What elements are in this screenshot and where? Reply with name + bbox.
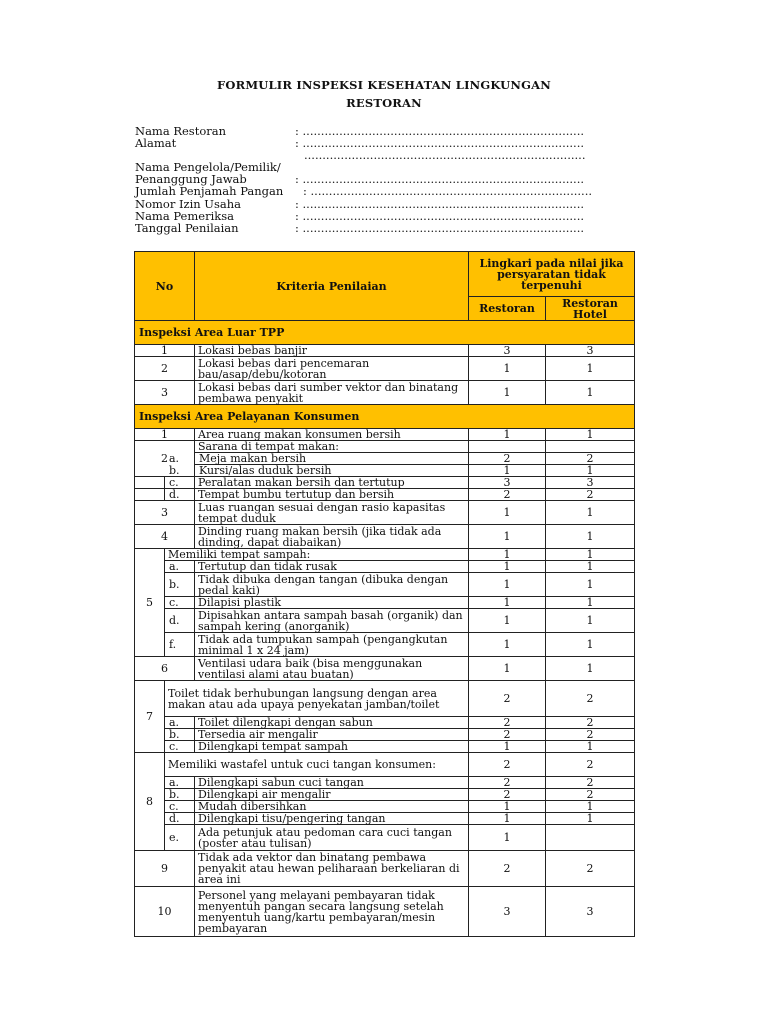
table-row: c. Dilengkapi tempat sampah 1 1 — [135, 741, 635, 753]
header-restoran-hotel: Restoran Hotel — [546, 297, 635, 321]
table-row: 10 Personel yang melayani pembayaran tidak menyentuh pangan secara langsung setelah menyentuh uang/kartu pembayaran/mesin pembayaran 3 3 — [135, 887, 635, 937]
section-row: Inspeksi Area Luar TPP — [135, 321, 635, 345]
table-row: c. Dilapisi plastik 1 1 — [135, 597, 635, 609]
table-row: b. Tersedia air mengalir 2 2 — [135, 729, 635, 741]
header-lingkari: Lingkari pada nilai jika persyaratan tidak terpenuhi — [469, 252, 635, 297]
header-kriteria: Kriteria Penilaian — [195, 252, 469, 321]
table-row: 8 Memiliki wastafel untuk cuci tangan konsumen: 2 2 — [135, 753, 635, 777]
table-row: 3 Lokasi bebas dari sumber vektor dan binatang pembawa penyakit 1 1 — [135, 381, 635, 405]
table-row: 7 Toilet tidak berhubungan langsung dengan area makan atau ada upaya penyekatan jamban/toilet 2 2 — [135, 681, 635, 717]
table-row: d. Tempat bumbu tertutup dan bersih 2 2 — [135, 489, 635, 501]
table-header-row — [135, 252, 635, 297]
table-row: 1 Area ruang makan konsumen bersih 1 1 — [135, 429, 635, 441]
inspection-table — [134, 251, 635, 937]
table-row: a. Dilengkapi sabun cuci tangan 2 2 — [135, 777, 635, 789]
table-row: 4 Dinding ruang makan bersih (jika tidak ada dinding, dapat diabaikan) 1 1 — [135, 525, 635, 549]
table-row: a. Toilet dilengkapi dengan sabun 2 2 — [135, 717, 635, 729]
table-row: b. Dilengkapi air mengalir 2 2 — [135, 789, 635, 801]
table-row: 1 Lokasi bebas banjir 3 3 — [135, 345, 635, 357]
header-no: No — [135, 252, 195, 321]
table-row: d. Dilengkapi tisu/pengering tangan 1 1 — [135, 813, 635, 825]
table-row: 5 Memiliki tempat sampah: 1 1 — [135, 549, 635, 561]
table-row: a. Meja makan bersih 2 2 — [135, 453, 635, 465]
table-row: d. Dipisahkan antara sampah basah (organik) dan sampah kering (anorganik) 1 1 — [135, 609, 635, 633]
table-row: b. Kursi/alas duduk bersih 1 1 — [135, 465, 635, 477]
table-row: c. Peralatan makan bersih dan tertutup 3 3 — [135, 477, 635, 489]
form-subtitle: RESTORAN — [346, 96, 422, 110]
table-row: b. Tidak dibuka dengan tangan (dibuka dengan pedal kaki) 1 1 — [135, 573, 635, 597]
table-row: 3 Luas ruangan sesuai dengan rasio kapasitas tempat duduk 1 1 — [135, 501, 635, 525]
table-row: a. Tertutup dan tidak rusak 1 1 — [135, 561, 635, 573]
table-row: c. Mudah dibersihkan 1 1 — [135, 801, 635, 813]
table-row: 9 Tidak ada vektor dan binatang pembawa penyakit atau hewan peliharaan berkeliaran di area ini 2 2 — [135, 851, 635, 887]
sub-item-letter: a. — [169, 452, 180, 465]
table-row: 6 Ventilasi udara baik (bisa menggunakan ventilasi alami atau buatan) 1 1 — [135, 657, 635, 681]
section-row: Inspeksi Area Pelayanan Konsumen — [135, 405, 635, 429]
table-row: 2 Sarana di tempat makan: — [135, 441, 635, 453]
header-restoran: Restoran — [469, 297, 546, 321]
form-title: FORMULIR INSPEKSI KESEHATAN LINGKUNGAN — [217, 78, 551, 92]
table-row: f. Tidak ada tumpukan sampah (pengangkutan minimal 1 x 24 jam) 1 1 — [135, 633, 635, 657]
table-row: 2 Lokasi bebas dari pencemaran bau/asap/debu/kotoran 1 1 — [135, 357, 635, 381]
sub-item-letter: b. — [169, 464, 180, 477]
table-row: e. Ada petunjuk atau pedoman cara cuci tangan (poster atau tulisan) 1 — [135, 825, 635, 851]
